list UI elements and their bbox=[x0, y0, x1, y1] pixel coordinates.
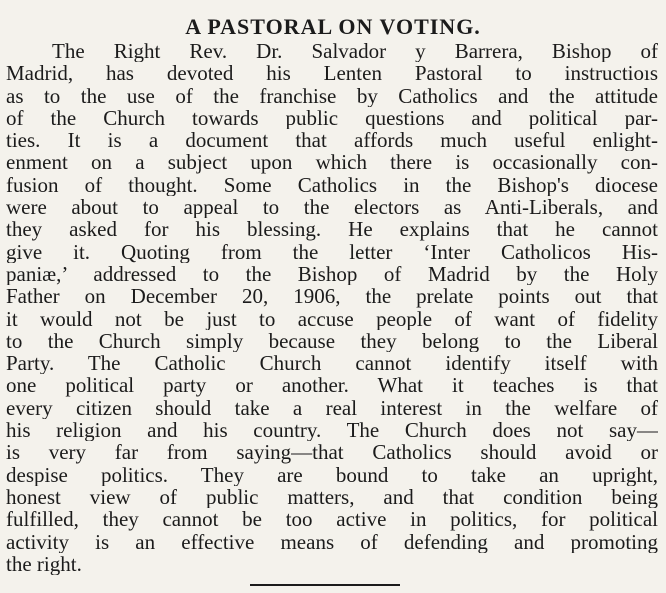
closing-rule bbox=[250, 584, 400, 586]
article-body bbox=[6, 40, 658, 575]
article-line: as to the use of the franchise by Catholics and the attitude bbox=[6, 84, 658, 107]
article-headline: A PASTORAL ON VOTING. bbox=[185, 14, 481, 39]
article-line: to the Church simply because they belong to the Liberal bbox=[6, 329, 658, 353]
article-line: ties. It is a document that affords much useful enlight- bbox=[6, 129, 658, 152]
article-line: his religion and his country. The Church does not say— bbox=[6, 419, 658, 442]
article-line: they asked for his blessing. He explains that he cannot bbox=[6, 218, 658, 241]
article-line: fulfilled, they cannot be too active in politics, for political bbox=[6, 508, 658, 531]
article-line: enment on a subject upon which there is occasionally con- bbox=[6, 151, 658, 174]
article-line: activity is an effective means of defending and promoting bbox=[6, 530, 658, 553]
article-line: of the Church towards public questions and political par- bbox=[6, 106, 658, 130]
article-line: Party. The Catholic Church cannot identify itself with bbox=[6, 352, 658, 375]
article-line: give it. Quoting from the letter ‘Inter Catholicos His- bbox=[6, 240, 658, 263]
article-line: paniæ,’ addressed to the Bishop of Madrid by the Holy bbox=[6, 262, 658, 286]
article-line: Father on December 20, 1906, the prelate points out that bbox=[6, 285, 658, 308]
article-line: one political party or another. What it teaches is that bbox=[6, 374, 658, 397]
article-line: honest view of public matters, and that condition being bbox=[6, 485, 658, 509]
article-line: is very far from saying—that Catholics should avoid or bbox=[6, 441, 658, 464]
article-line: Madrid, has devoted his Lenten Pastoral to instructioıs bbox=[6, 62, 658, 85]
article-line: it would not be just to accuse people of want of fidelity bbox=[6, 307, 658, 330]
article-line: were about to appeal to the electors as Anti-Liberals, and bbox=[6, 196, 658, 219]
article-line: the right. bbox=[6, 552, 82, 576]
article-line: every citizen should take a real interest in the welfare of bbox=[6, 396, 658, 420]
article-line: despise politics. They are bound to take an upright, bbox=[6, 463, 658, 486]
article-line: fusion of thought. Some Catholics in the Bishop's diocese bbox=[6, 173, 658, 197]
article-line: The Right Rev. Dr. Salvador y Barrera, Bishop of bbox=[52, 40, 658, 63]
